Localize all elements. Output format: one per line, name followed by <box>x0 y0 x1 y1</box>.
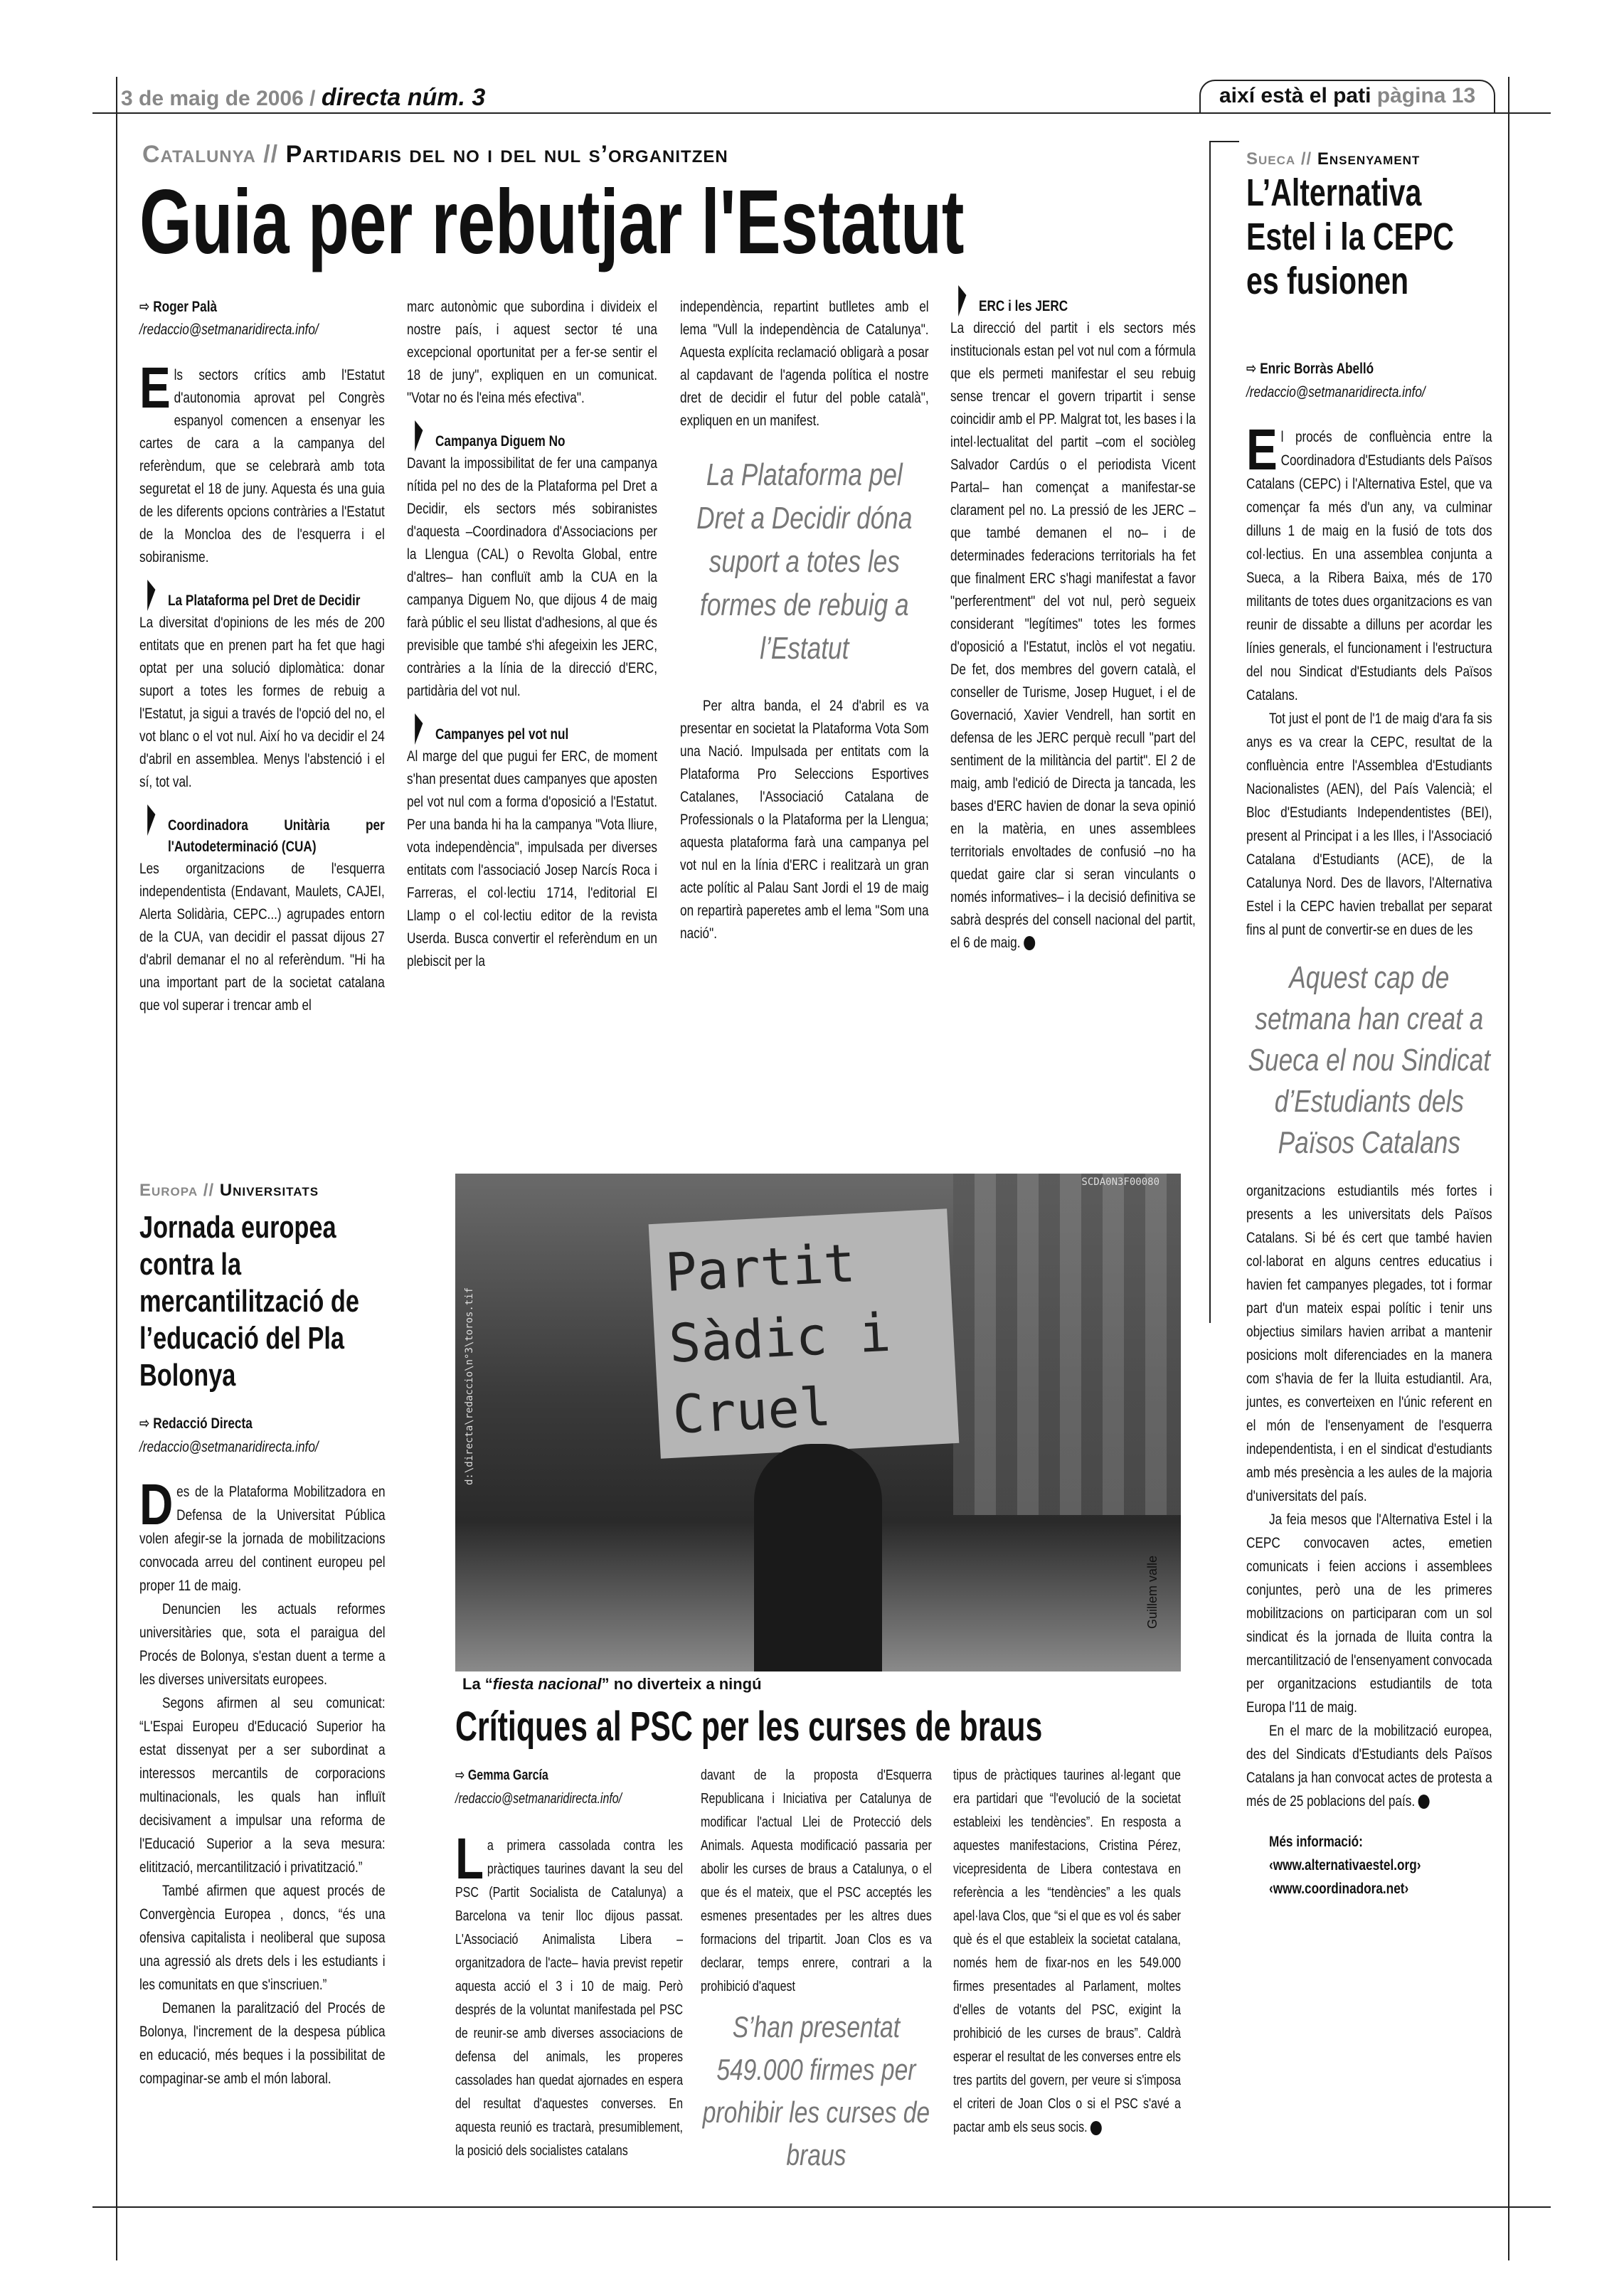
photo-credit: Guillem valle <box>1145 1555 1159 1629</box>
drop-cap: E <box>139 356 171 420</box>
sidebar-corner <box>1209 141 1239 1323</box>
more-info-label: Més informació: <box>1269 1833 1363 1850</box>
paragraph: Per altra banda, el 24 d'abril es va presentar en societat la Plataforma Vota Som una Nació. Impulsada per entitats com la Plataforma Pro Seleccions Esportives Catalanes, l'Associació Catalana de Professionals o la Plataforma per la Llengua; aquesta plataforma farà una campanya pel vot nul en la línia d'ERC i realitzarà un gran acte polític al Palau Sant Jordi el 19 de maig on repartirà paperetes amb el lema "Som una nació". <box>680 697 929 942</box>
sueca-column <box>1246 357 1492 1901</box>
end-mark-icon <box>1090 2121 1102 2135</box>
sueca-kicker <box>1246 149 1420 169</box>
sign-line: Sàdic i <box>667 1302 893 1375</box>
subhead: Campanya Diguem No <box>407 430 657 452</box>
left-margin-rule <box>116 77 117 2260</box>
sueca-headline: L’Alternativa Estel i la CEPC es fusionen <box>1246 171 1454 302</box>
paragraph: Ja feia mesos que l'Alternativa Estel i la CEPC convocaven actes, emetien comunicats i feien accions i assemblees conjuntes, però una de les primeres mobilitzacions on participaran com un sol sindicat és la jornada de lluita contra la mercantilització de l'ensenyament convocada per organitzacions estudiantils de tota Europa l'11 de maig. <box>1246 1511 1492 1716</box>
link-alternativaestel[interactable]: ‹www.alternativaestel.org› <box>1269 1856 1421 1874</box>
paragraph: es de la Plataforma Mobilitzadora en Defensa de la Universitat Pública volen afegir-se la jornada de mobilitzacions convocada arreu del continent europeu pel proper 11 de maig. <box>139 1483 386 1594</box>
photo-path: d:\directa\redaccio\n°3\toros.tif <box>464 1287 475 1485</box>
issue-date: 3 de maig de 2006 / <box>121 87 316 110</box>
paragraph: independència, repartint butlletes amb el lema "Vull la independència de Catalunya". Aquesta explícita reclamació obligarà a posar al capdavant de l'agenda política el nostre dret de decidir el futur del poble català", expliquen en un manifest. <box>680 298 929 429</box>
protest-photo <box>455 1174 1181 1671</box>
psc-headline: Crítiques al PSC per les curses de braus <box>455 1704 1043 1750</box>
author-email: /redaccio@setmanaridirecta.info/ <box>1246 383 1426 400</box>
photo-code: SCDA0N3F00080 <box>1081 1176 1159 1188</box>
pull-quote: La Plataforma pel Dret a Decidir dóna suport a totes les formes de rebuig a l’Estatut <box>696 457 913 666</box>
paragraph: Segons afirmen al seu comunicat: “L'Espai Europeu d'Educació Superior ha estat dissenyat per a ser subordinat a interessos mercantils de corporacions multinacionals, les quals han influït decisivament a impulsar una reforma de l'Educació Superior a la seva mesura: elitització, mercantilització i privatització.” <box>139 1694 386 1876</box>
intro-paragraph: ls sectors crítics amb l'Estatut d'autonomia aprovat pel Congrès espanyol comencen a ensenyar les cartes de cara a la campanya del referèndum, que se celebrarà amb tota seguretat el 18 de juny. Aquesta és una guia de les diferents opcions contràries a l'Estatut de la Moncloa des de l'esquerra i el sobiranisme. <box>139 366 385 565</box>
sign-line: Cruel <box>671 1376 833 1446</box>
author-email: /redaccio@setmanaridirecta.info/ <box>139 321 319 338</box>
psc-column-1 <box>455 1764 683 2163</box>
footer-rule <box>92 2206 1551 2208</box>
paragraph: Davant la impossibilitat de fer una campanya nítida pel no des de la Plataforma pel Dret a Decidir, els sectors més sobiranistes d'aquesta –Coordinadora d'Associacions per la Llengua (CAL) o Revolta Global, entre d'altres– han confluït amb la CUA en la campanya Diguem No, que dijous 4 de maig farà públic el seu llistat d'adhesions, al que és previsible que també s'hi afegeixin les JERC, contràries a la línia de la direcció d'ERC, partidària del vot nul. <box>407 455 657 699</box>
main-column-4 <box>950 295 1196 954</box>
subhead: Campanyes pel vot nul <box>407 723 657 745</box>
page-number: pàgina 13 <box>1376 84 1476 107</box>
subhead: Coordinadora Unitària per l'Autodeterminació (CUA) <box>139 814 385 857</box>
main-kicker <box>142 141 728 169</box>
right-margin-rule <box>1508 77 1509 2260</box>
paragraph: organitzacions estudiantils més fortes i presents a les universitats dels Països Catalans. Si bé és cert que també havien col·laborat en alguns centres educatius i havien fet campanyes plegades, tot i formar part d'un mateix espai polític i tenir uns objectius similars havien arribat a mantenir posicions molt diferenciades en la manera com s'havia de fer la lluita estudiantil. Ara, juntes, es converteixen en l'únic referent en el món de l'ensenyament de l'esquerra independentista, i en el sindicat d'estudiants amb més presència a les aules de la majoria d'universitats del país. <box>1246 1182 1492 1504</box>
paragraph: Denuncien les actuals reformes universitàries que, sota el paraigua del Procés de Bolonya, s'estan duent a terme a les diverses universitats europees. <box>139 1600 386 1688</box>
photo-caption <box>462 1675 762 1694</box>
main-column-1 <box>139 295 385 1016</box>
psc-column-2 <box>701 1764 932 2177</box>
link-coordinadora[interactable]: ‹www.coordinadora.net› <box>1269 1880 1409 1897</box>
psc-column-3 <box>953 1764 1181 2140</box>
author-email: /redaccio@setmanaridirecta.info/ <box>139 1438 319 1455</box>
paragraph: En el marc de la mobilització europea, des del Sindicats d'Estudiants dels Països Catalans ja han convocat actes de protesta a més de 25 poblacions del país. <box>1246 1722 1492 1809</box>
paragraph: Demanen la paralització del Procés de Bolonya, l'increment de la despesa pública en educació, més beques i la possibilitat de compaginar-se amb el món laboral. <box>139 1999 386 2087</box>
drop-cap: D <box>139 1472 174 1537</box>
paragraph: La diversitat d'opinions de les més de 200 entitats que en prenen part ha fet que hagi optat per una solució diplomàtica: donar suport a totes les formes de rebuig a l'Estatut, ja sigui a través de l'opció del no, el vot blanc o el vot nul. Així ho va decidir el 24 d'abril en assemblea. Menys l'abstenció i el sí, tot val. <box>139 614 385 790</box>
main-headline: Guia per rebutjar l'Estatut <box>139 171 965 273</box>
byline: ⇨ Gemma García <box>455 1768 548 1783</box>
header-rule <box>92 112 1551 114</box>
drop-cap: L <box>455 1827 484 1891</box>
section-tab <box>1199 80 1495 112</box>
paragraph: marc autonòmic que subordina i divideix el nostre país, i aquest sector té una excepcional oportunitat per a fer-se sentir el 18 de juny", expliquen en un comunicat. "Votar no és l'eina més efectiva". <box>407 298 657 406</box>
paragraph: l procés de confluència entre la Coordinadora d'Estudiants dels Països Catalans (CEPC) i l'Alternativa Estel, que va començar fa més d'un any, va culminar dilluns 1 de maig en la fusió de tots dos col·lectius. En una assemblea conjunta a Sueca, a la Ribera Baixa, més de 170 militants de totes dues organitzacions es van reunir de dissabte a dilluns per acordar les línies generals, el funcionament i l'estructura del nou Sindicat d'Estudiants dels Països Catalans. <box>1246 428 1492 703</box>
europa-headline: Jornada europea contra la mercantilització de l’educació del Pla Bolonya <box>139 1210 359 1393</box>
building-facade <box>953 1174 1181 1515</box>
caption-text: ” no diverteix a ningú <box>601 1675 762 1693</box>
kicker-topic: Universitats <box>219 1181 319 1200</box>
end-mark-icon <box>1024 936 1035 950</box>
kicker-place: Catalunya // <box>142 141 279 168</box>
author-email: /redaccio@setmanaridirecta.info/ <box>455 1791 622 1807</box>
paragraph: tipus de pràctiques taurines al·legant que era partidari que “l'evolució de la societat estableixi les tendències”. En resposta a aquestes manifestacions, Cristina Pérez, vicepresidenta de Libera contestava en referència a les “tendències” a les quals apel·lava Clos, que “si el que es vol és saber què és el que estableix la societat catalana, només hem de fixar-nos en les 549.000 firmes presentades al Parlament, moltes d'elles de votants del PSC, exigint la prohibició de les curses de braus”. Caldrà esperar el resultat de les converses entre els tres partits del govern, per veure si s'imposa el criteri de Joan Clos o si el PSC s'avé a pactar amb els seus socis. <box>953 1768 1181 2135</box>
page-header-left <box>121 84 485 112</box>
paragraph: a primera cassolada contra les pràctiques taurines davant la seu del PSC (Partit Socialista de Catalunya) a Barcelona va tenir lloc dijous passat. L'Associació Animalista Libera –organitzadora de l'acte– havia previst repetir aquesta acció el 3 i 10 de maig. Però després de la voluntat manifestada pel PSC de reunir-se amb diverses associacions de defensa del animals, les properes cassolades han quedat ajornades en espera del resultat d'aquestes converses. En aquesta reunió es tractarà, presumiblement, la posició dels socialistes catalans <box>455 1838 683 2159</box>
europa-kicker <box>139 1181 319 1201</box>
paragraph: La direcció del partit i els sectors més institucionals estan pel vot nul com a fórmula que els permeti manifestar el seu rebuig sense trencar el govern tripartit i sense coincidir amb el PP. Malgrat tot, les bases i la intel·lectualitat del partit –com el sociòleg Salvador Cardús o el periodista Vicent Partal– han començat a manifestar-se clarament pel no. La pressió de les JERC –que també demanen el no– i de determinades federacions territorials ha fet que finalment ERC s'hagi manifestat a favor "perferentment" del vot nul, però segueix considerant "legítimes" totes les formes d'oposició a l'Estatut, inclòs el vot negatiu. De fet, dos membres del govern català, el conseller de Turisme, Josep Huguet, i el de Governació, Xavier Vendrell, han sortit en defensa de les JERC perquè recull "part del sentiment de la militància del partit". El 2 de maig, amb l'edició de Directa ja tancada, les bases d'ERC havien de donar la seva opinió en la matèria, en unes assemblees territorials envoltades de confusió –no ha quedat gaire clar si seran vinculants o només informatives– i la decisió definitiva se sabrà després del consell nacional del partit, el 6 de maig. <box>950 319 1196 951</box>
pull-quote: S’han presentat 549.000 firmes per prohibir les curses de braus <box>702 2010 930 2172</box>
kicker-place: Sueca // <box>1246 149 1312 169</box>
byline: ⇨ Roger Palà <box>139 298 218 315</box>
paragraph: davant de la proposta d'Esquerra Republicana i Iniciativa per Catalunya de modificar l'actual Llei de Protecció dels Animals. Aquesta modificació passaria per abolir les curses de braus a Catalunya, o el que és el mateix, que el PSC acceptés les esmenes presentades per les altres dues formacions del tripartit. Joan Clos es va declarar, temps enrere, contrari a la prohibició d'aquest <box>701 1768 932 1994</box>
drop-cap: E <box>1246 418 1278 482</box>
paragraph: Al marge del que pugui fer ERC, de moment s'han presentat dues campanyes que aposten pel vot nul com a forma d'oposició a l'Estatut. Per una banda hi ha la campanya "Vota lliure, vota independència", impulsada per diverses entitats com l'associació Josep Narcís Roca i Farreras, el col·lectiu 1714, l'editorial El Llamp o el col·lectiu editor de la revista Userda. Busca convertir el referèndum en un plebiscit per la <box>407 748 657 969</box>
caption-text: La “ <box>462 1675 493 1693</box>
kicker-topic: Ensenyament <box>1317 149 1421 169</box>
caption-emphasis: fiesta nacional <box>492 1675 602 1693</box>
end-mark-icon <box>1418 1795 1430 1809</box>
subhead: La Plataforma pel Dret de Decidir <box>139 590 385 611</box>
main-column-2 <box>407 295 657 972</box>
kicker-place: Europa // <box>139 1181 215 1200</box>
paragraph: Tot just el pont de l'1 de maig d'ara fa sis anys es va crear la CEPC, resultat de la confluència entre l'Assemblea d'Estudiants Nacionalistes (AEN), del País Valencià; el Bloc d'Estudiants Independentistes (BEI), present al Principat i a les Illes, i l'Associació Catalana d'Estudiants (ACE), de la Catalunya Nord. Des de llavors, l'Alternativa Estel i la CEPC havien treballat per separat fins al punt de convertir-se en dues de les <box>1246 710 1492 938</box>
sign-line: Partit <box>664 1233 857 1304</box>
europa-column <box>139 1412 386 2090</box>
issue-number: directa núm. 3 <box>321 84 486 111</box>
section-name: així està el pati <box>1219 84 1371 107</box>
main-column-3 <box>680 295 929 945</box>
protester <box>754 1444 882 1671</box>
subhead: ERC i les JERC <box>950 295 1196 317</box>
byline: ⇨ Redacció Directa <box>139 1415 253 1432</box>
kicker-topic: Partidaris del no i del nul s’organitzen <box>285 141 728 168</box>
pull-quote: Aquest cap de setmana han creat a Sueca el nou Sindicat d’Estudiants dels Països Catalans <box>1248 960 1491 1160</box>
protest-sign <box>649 1208 960 1459</box>
byline: ⇨ Enric Borràs Abelló <box>1246 360 1374 377</box>
paragraph: També afirmen que aquest procés de Convergència Europea , doncs, “és una ofensiva capitalista i neoliberal que suposa una agressió als drets dels i les estudiants i les comunitats en que s'inscriuen.” <box>139 1882 386 1993</box>
paragraph: Les organitzacions de l'esquerra independentista (Endavant, Maulets, CAJEI, Alerta Solidària, CEPC...) agrupades entorn de la CUA, van decidir el passat dijous 27 d'abril demanar el no al referèndum. "Hi ha una important part de la societat catalana que vol superar i trencar amb el <box>139 860 385 1014</box>
